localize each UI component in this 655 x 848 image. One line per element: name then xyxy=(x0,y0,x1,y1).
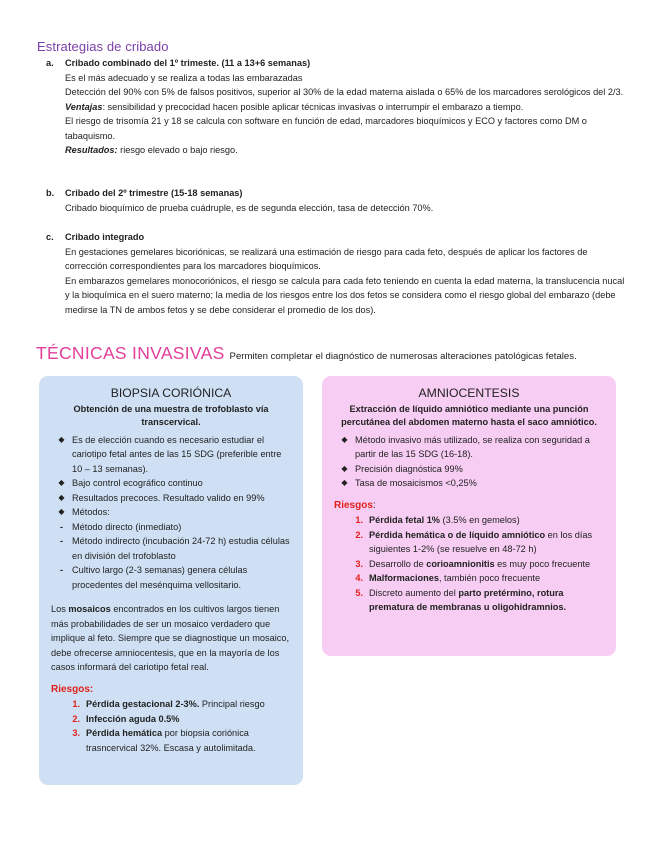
diamond-bullet-icon: ◆ xyxy=(341,434,348,444)
biopsia-title: BIOPSIA CORIÓNICA xyxy=(110,386,232,400)
resultados-label: Resultados: xyxy=(65,145,118,155)
mosaicos-term: mosaicos xyxy=(68,604,111,614)
diamond-bullet-icon: ◆ xyxy=(341,478,348,487)
list-item: 1. Pérdida fetal 1% (3.5% en gemelos) xyxy=(355,515,520,525)
list-item: - Cultivo largo (2-3 semanas) genera células procedentes del mesénquima vellositario. xyxy=(51,563,291,592)
block-a-resultados xyxy=(65,143,626,158)
list-item: - Método directo (inmediato) xyxy=(51,520,291,535)
list-item: 1. Pérdida gestacional 2-3%. Principal riesgo xyxy=(72,699,265,709)
block-a-line2: Detección del 90% con 5% de falsos positivos, superior al 30% de la edad materna aislada o 65% de los marcadores serológicos del 2/3. xyxy=(65,87,624,97)
block-cribado-segundo xyxy=(46,186,626,215)
diamond-bullet-icon: ◆ xyxy=(58,492,65,502)
block-c-line1: En gestaciones gemelares bicoriónicas, se realizará una estimación de riesgo para cada feto, después de aplicar los factores de corrección correspondientes para los marcadores bioquímicos. xyxy=(65,246,588,271)
block-c-line2: En embarazos gemelares monocoriónicos, el riesgo se calcula para cada feto teniendo en cuenta la edad materna, la translucencia nucal y la bioquímica en el suero materno; la media de los riesgos entre los dos fetos se considera como el riesgo global del embarazo (debe medirse la TN de ambos fetos y se debe considerar el promedio de los dos). xyxy=(65,275,625,315)
block-c-heading xyxy=(46,230,626,245)
biopsia-mosaicos-paragraph: Los mosaicos encontrados en los cultivos largos tienen más probabilidades de ser un mosaico verdadero que implique al feto. Siempre que se diagnostique un mosaico, debe ofrecerse amniocentesis, que en la mayoría de los casos informará del cariotipo fetal real. xyxy=(51,604,289,672)
diamond-bullet-icon: ◆ xyxy=(58,478,65,487)
dash-bullet-icon: - xyxy=(59,536,64,546)
block-b-title: Cribado del 2º trimestre (15-18 semanas) xyxy=(65,188,243,198)
biopsia-subtitle: Obtención de una muestra de trofoblasto vía transcervical. xyxy=(73,403,269,427)
amnio-riesgos-label: Riesgos xyxy=(334,499,373,511)
block-b-line1: Cribado bioquímico de prueba cuádruple, es de segunda elección, tasa de detección 70%. xyxy=(65,202,434,213)
block-a-title: Cribado combinado del 1º trimeste. (11 a 13+6 semanas) xyxy=(65,58,311,68)
block-cribado-integrado xyxy=(46,230,626,317)
list-item: 2. Pérdida hemática o de líquido amniótico en los días siguientes 1-2% (se resuelve en 48-72 h) xyxy=(355,529,593,554)
biopsia-riesgos-list xyxy=(51,697,291,755)
list-item: ◆ Método invasivo más utilizado, se realiza con seguridad a partir de las 15 SDG (16-18). xyxy=(334,433,604,462)
dash-bullet-icon: - xyxy=(59,521,64,532)
invasivas-header xyxy=(36,343,577,365)
amnio-title: AMNIOCENTESIS xyxy=(418,386,520,400)
amnio-bullets xyxy=(334,433,604,491)
amnio-subtitle: Extracción de líquido amniótico mediante una punción percutánea del abdomen materno hasta el saco amniótico. xyxy=(341,403,597,427)
list-item: ◆ Resultados precoces. Resultado valido en 99% xyxy=(51,491,291,506)
dash-bullet-icon: - xyxy=(59,565,64,575)
diamond-bullet-icon: ◆ xyxy=(58,434,65,444)
diamond-bullet-icon: ◆ xyxy=(341,463,348,473)
block-a-heading xyxy=(46,56,626,71)
invasivas-description: Permiten completar el diagnóstico de numerosas alteraciones patológicas fetales. xyxy=(229,351,577,362)
amnio-riesgos-heading: Riesgos: xyxy=(334,499,376,511)
list-item: ◆ Métodos: xyxy=(51,505,291,520)
biopsia-riesgos-label: Riesgos: xyxy=(51,683,94,695)
block-b-letter: b. xyxy=(46,188,55,198)
block-c-title: Cribado integrado xyxy=(65,232,145,242)
list-item: 4. Malformaciones, también poco frecuente xyxy=(355,573,541,583)
list-item: 2. Infección aguda 0.5% xyxy=(72,713,180,724)
ventajas-label: Ventajas xyxy=(65,101,103,112)
list-item: 5. Discreto aumento del parto pretérmino, rotura prematura de membranas u oligohidramnios. xyxy=(355,587,567,612)
list-item: 3. Desarrollo de corioamnionitis es muy poco frecuente xyxy=(355,558,591,569)
biopsia-bullets xyxy=(51,433,291,520)
resultados-text: riesgo elevado o bajo riesgo. xyxy=(117,145,238,155)
block-cribado-combinado xyxy=(46,56,626,158)
list-item: 3. Pérdida hemática por biopsia coriónica trasncervical 32%. Escasa y autolimitada. xyxy=(72,728,256,753)
block-a-ventajas xyxy=(65,100,626,115)
amniocentesis-card xyxy=(322,376,616,656)
block-a-letter: a. xyxy=(46,58,54,68)
diamond-bullet-icon: ◆ xyxy=(58,507,65,516)
ventajas-text: : sensibilidad y precocidad hacen posible aplicar técnicas invasivas o interrumpir el embarazo a tiempo. xyxy=(102,101,524,112)
section-title: Estrategias de cribado xyxy=(37,39,169,54)
list-item: ◆ Es de elección cuando es necesario estudiar el cariotipo fetal antes de las 15 SDG (preferible entre 10 – 13 semanas). xyxy=(51,433,291,477)
block-b-heading xyxy=(46,186,626,201)
amnio-riesgos-list xyxy=(334,513,604,615)
biopsia-metodos xyxy=(51,520,291,593)
invasivas-title: TÉCNICAS INVASIVAS xyxy=(36,343,225,363)
biopsia-card xyxy=(39,376,303,785)
block-a-line3: El riesgo de trisomía 21 y 18 se calcula con software en función de edad, marcadores bioquímicos y ECO y factores como DM o tabaquismo. xyxy=(65,116,587,141)
block-a-line1: Es el más adecuado y se realiza a todas las embarazadas xyxy=(65,72,303,83)
block-c-letter: c. xyxy=(46,232,54,242)
list-item: ◆ Precisión diagnóstica 99% xyxy=(334,462,604,477)
list-item: ◆ Tasa de mosaicismos <0,25% xyxy=(334,476,604,491)
list-item: - Método indirecto (incubación 24-72 h) estudia células en división del trofoblasto xyxy=(51,534,291,563)
list-item: ◆ Bajo control ecográfico continuo xyxy=(51,476,291,491)
